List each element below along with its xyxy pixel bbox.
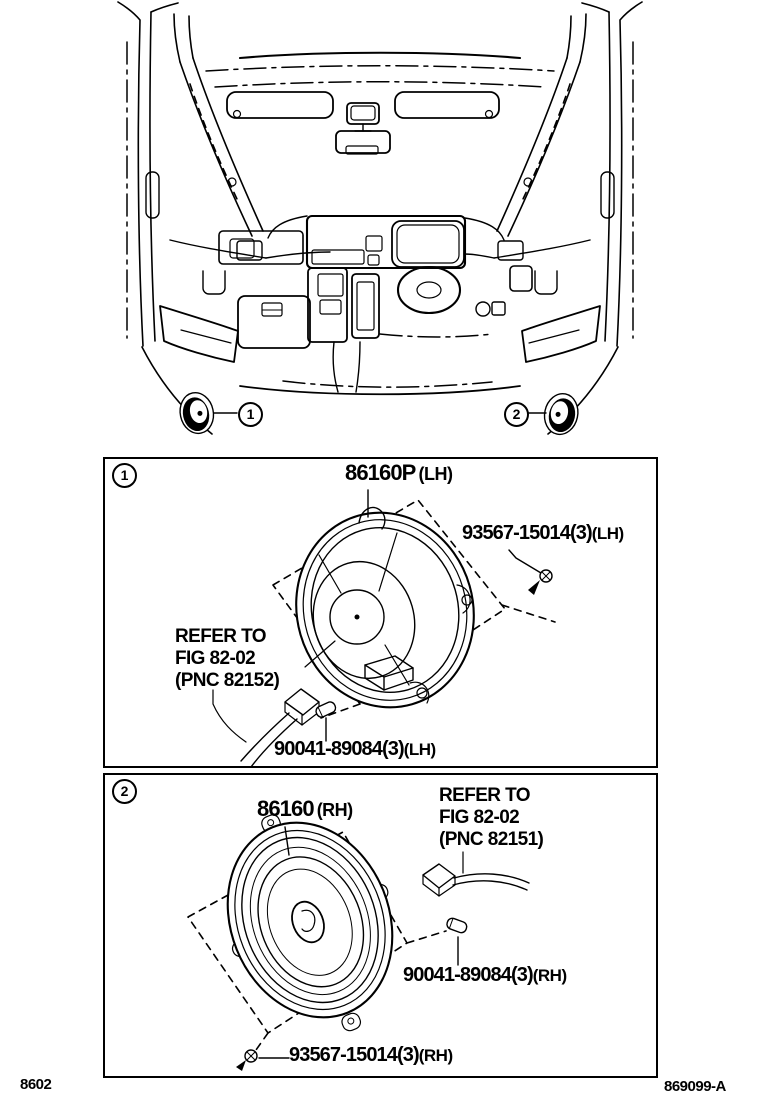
detail-panel-2: [103, 773, 658, 1078]
part-label-86160p-lh[interactable]: 86160P (LH): [345, 460, 453, 485]
detail-panel-1: [103, 457, 658, 768]
vehicle-interior-diagram: [0, 0, 760, 452]
part-label-90041-rh[interactable]: 90041-89084(3)(RH): [403, 964, 567, 986]
refer-note-lh: REFER TO FIG 82-02 (PNC 82152): [175, 626, 280, 691]
callout-2-badge[interactable]: 2: [504, 402, 529, 427]
screw-icon: [528, 570, 552, 595]
callout-1-badge[interactable]: 1: [238, 402, 263, 427]
screw-icon: [236, 1050, 257, 1071]
part-label-93567-rh[interactable]: 93567-15014(3)(RH): [289, 1044, 453, 1066]
left-door-speaker-icon: [176, 390, 217, 437]
right-door-speaker-icon: [541, 391, 582, 438]
rh-speaker-diagram: [105, 775, 656, 1076]
part-label-86160-rh[interactable]: 86160 (RH): [257, 796, 353, 821]
lh-speaker-diagram: [105, 459, 656, 766]
figure-code: 8602: [20, 1076, 52, 1093]
panel-2-callout-badge[interactable]: 2: [112, 779, 137, 804]
part-label-93567-lh[interactable]: 93567-15014(3)(LH): [462, 522, 624, 544]
harness-connector-icon: [423, 864, 529, 896]
clip-icon: [446, 917, 469, 934]
panel-1-callout-badge[interactable]: 1: [112, 463, 137, 488]
part-label-90041-lh[interactable]: 90041-89084(3)(LH): [274, 738, 436, 760]
refer-note-rh: REFER TO FIG 82-02 (PNC 82151): [439, 785, 544, 850]
figure-number: 869099-A: [664, 1078, 726, 1095]
